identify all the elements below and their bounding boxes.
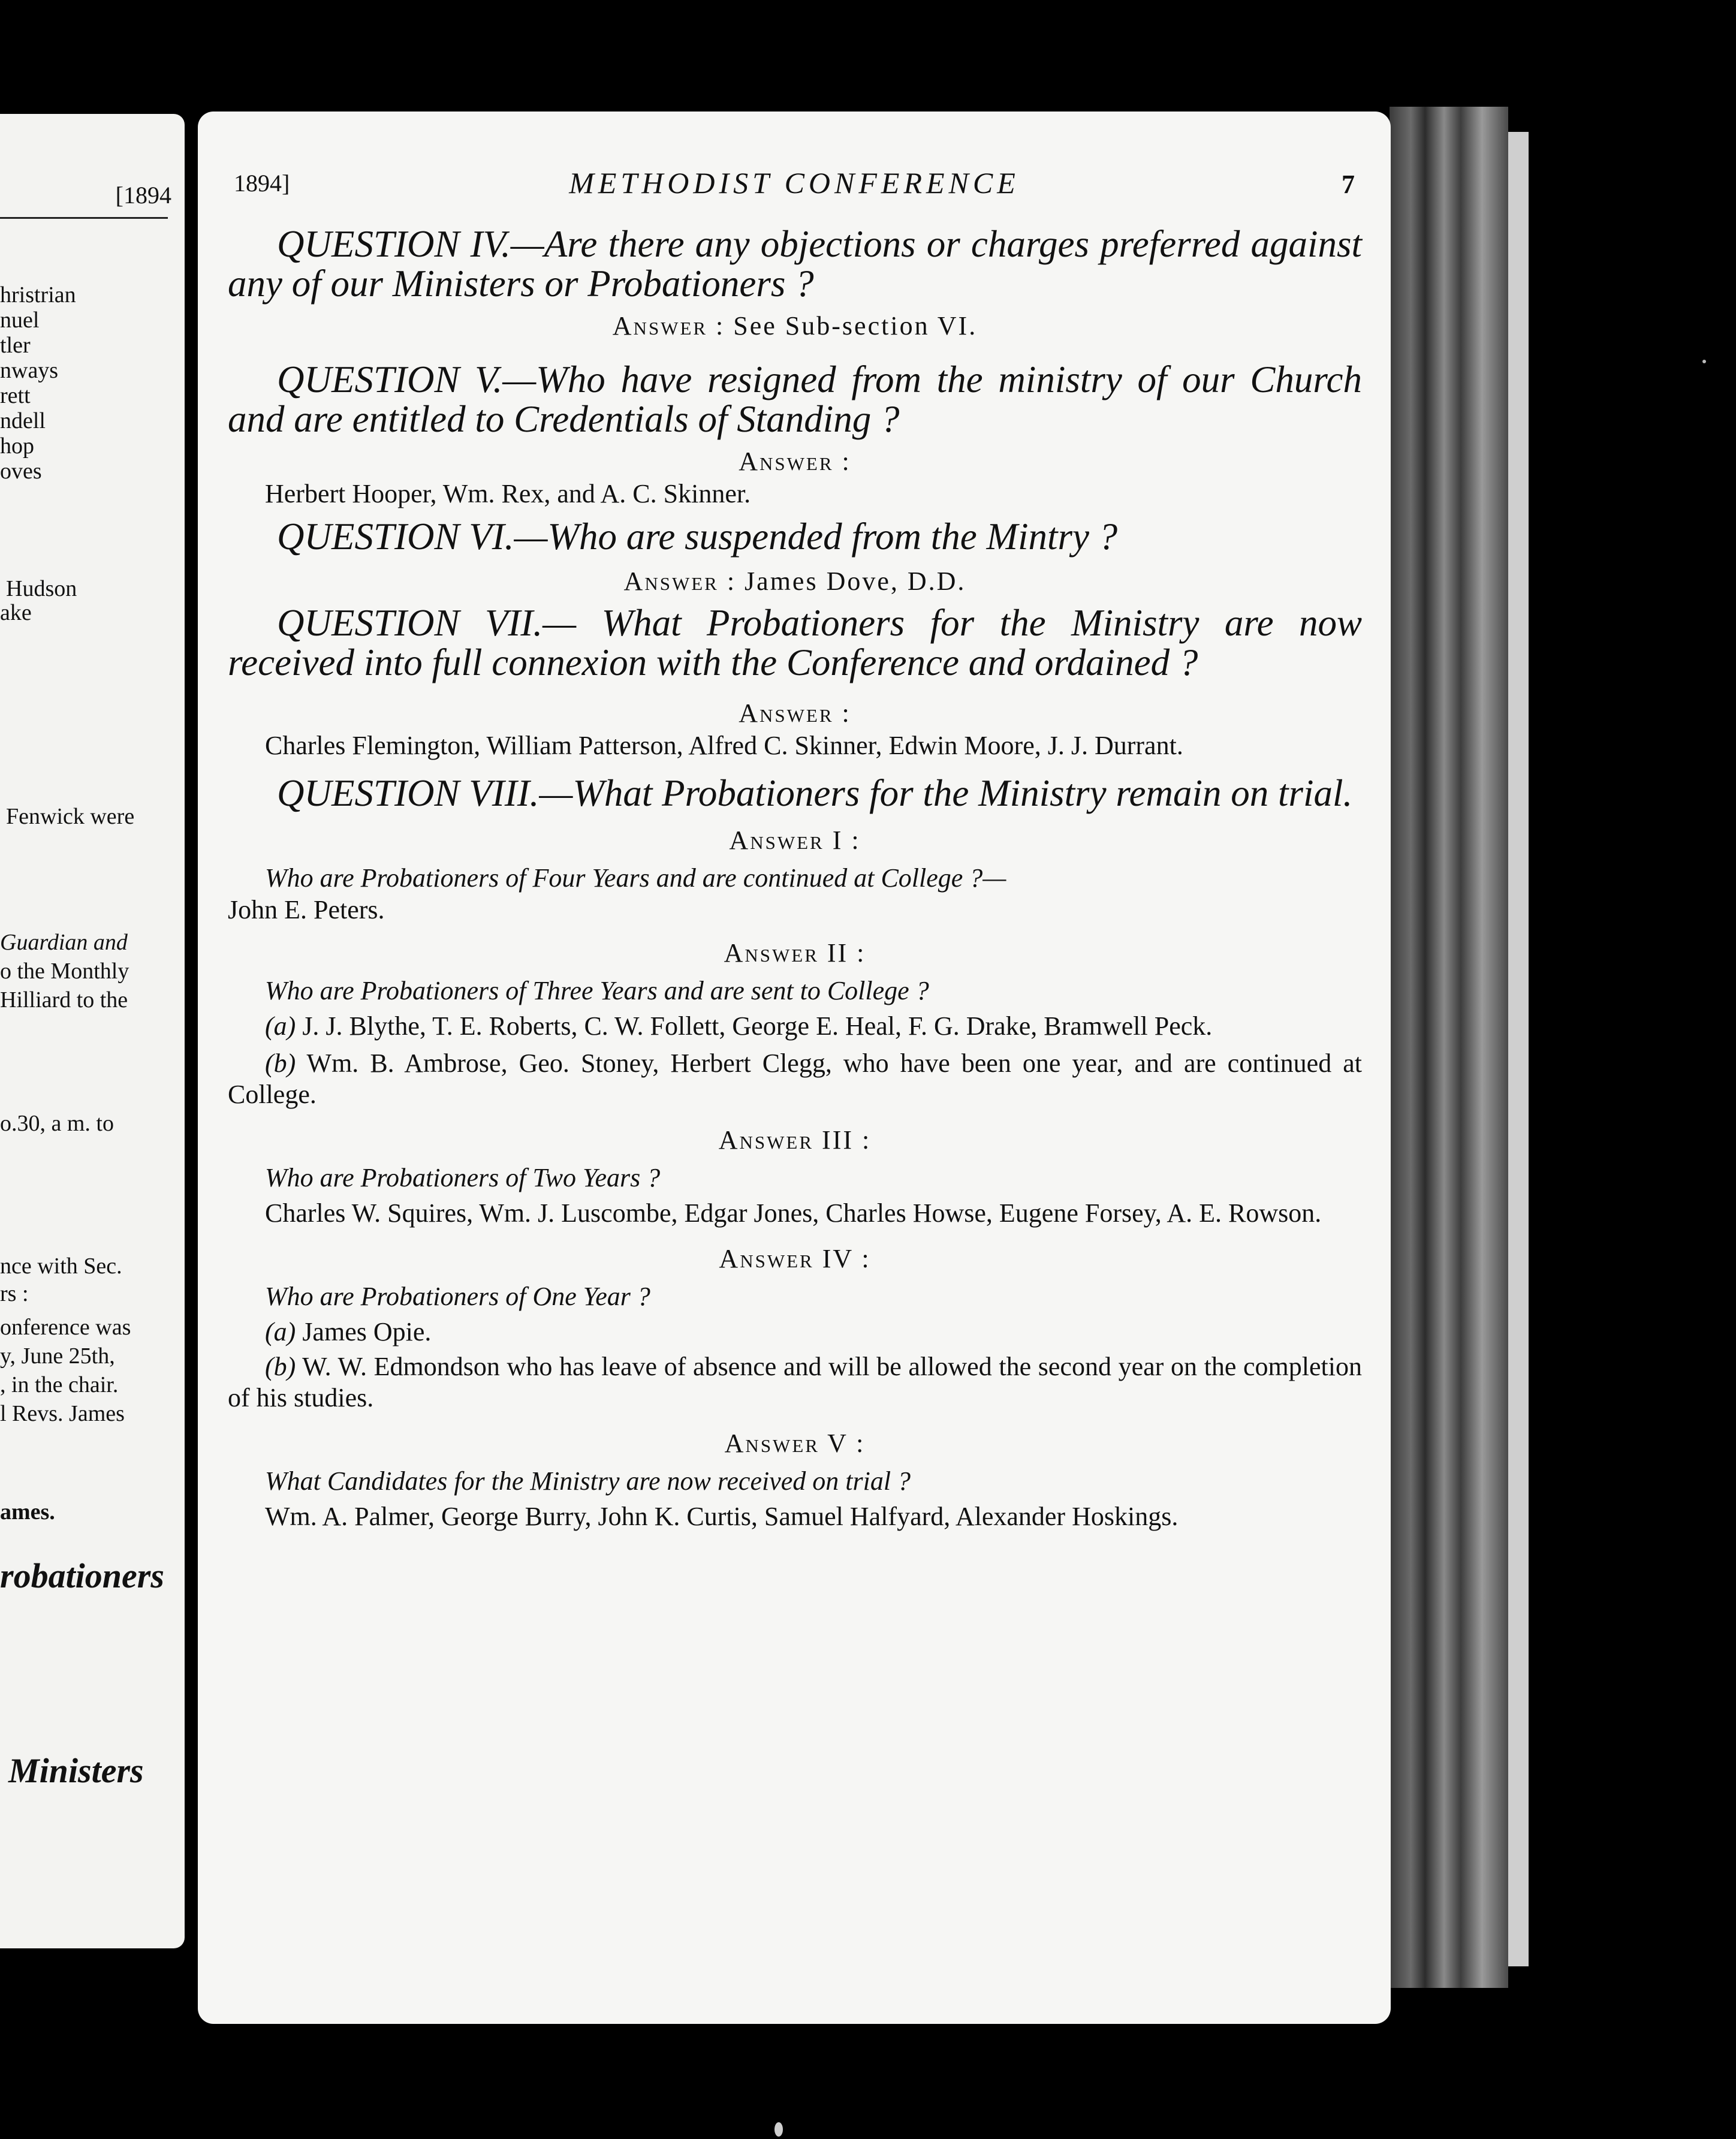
- left-fragment: rs :: [0, 1281, 29, 1306]
- page-header: [234, 165, 1355, 213]
- left-fragment: Fenwick were: [6, 804, 135, 829]
- answer-text: See Sub-section VI.: [733, 311, 978, 341]
- left-page-rule: [0, 217, 168, 219]
- left-fragment: onference was: [0, 1315, 131, 1340]
- question-viii: QUESTION VIII.—What Probationers for the Ministry remain on trial.: [277, 772, 1353, 814]
- answer-ii-a: (a) J. J. Blythe, T. E. Roberts, C. W. Follett, George E. Heal, F. G. Drake, Bramwell Peck.: [265, 1011, 1213, 1041]
- left-fragment: nuel: [0, 308, 40, 333]
- scan-speck: [1702, 360, 1706, 363]
- book-page-edge-light: [1508, 132, 1529, 1966]
- answer-i-label: Answer I :: [729, 826, 861, 855]
- left-fragment: o.30, a m. to: [0, 1111, 114, 1136]
- left-fragment: Ministers: [8, 1751, 144, 1790]
- answer-iv-b: (b) W. W. Edmondson who has leave of absence and will be allowed the second year on the completion of his studies.: [228, 1352, 1362, 1412]
- answer-iii-question: Who are Probationers of Two Years ?: [265, 1163, 661, 1192]
- answer-text: James Dove, D.D.: [745, 567, 966, 596]
- header-year: 1894]: [234, 170, 290, 197]
- answer-vi: [228, 565, 1362, 598]
- left-fragment: ndell: [0, 408, 46, 433]
- answer-label: Answer :: [739, 447, 851, 476]
- scan-speck: [774, 2122, 783, 2137]
- question-vii: QUESTION VII.— What Probationers for the Ministry are now received into full connexion with the Conference and ordained ?: [228, 602, 1362, 683]
- book-page: [198, 112, 1391, 2024]
- answer-label: Answer :: [739, 698, 851, 728]
- answer-v-text: Herbert Hooper, Wm. Rex, and A. C. Skinner.: [265, 479, 751, 508]
- left-fragment: Hilliard to the: [0, 987, 128, 1013]
- left-fragment: hristrian: [0, 282, 76, 308]
- left-fragment: ake: [0, 600, 32, 625]
- answer-vii-text: Charles Flemington, William Patterson, Alfred C. Skinner, Edwin Moore, J. J. Durrant.: [265, 731, 1183, 760]
- left-fragment: , in the chair.: [0, 1372, 119, 1397]
- left-fragment: ames.: [0, 1499, 55, 1525]
- answer-label: Answer :: [623, 567, 737, 596]
- answer-ii-b: (b) Wm. B. Ambrose, Geo. Stoney, Herbert Clegg, who have been one year, and are continued at College.: [228, 1049, 1362, 1109]
- left-fragment: rett: [0, 383, 31, 408]
- answer-iii-text: Charles W. Squires, Wm. J. Luscombe, Edgar Jones, Charles Howse, Eugene Forsey, A. E. Rowson.: [265, 1198, 1322, 1228]
- left-fragment: Hudson: [6, 576, 77, 601]
- answer-iv-label: Answer IV :: [719, 1244, 871, 1273]
- left-page-header: [1894: [115, 182, 171, 209]
- page-body: [228, 224, 1362, 1532]
- answer-i-text: John E. Peters.: [228, 895, 385, 924]
- left-fragment: hop: [0, 433, 34, 459]
- answer-iv-question: Who are Probationers of One Year ?: [265, 1282, 650, 1311]
- answer-v-names: Wm. A. Palmer, George Burry, John K. Curtis, Samuel Halfyard, Alexander Hoskings.: [265, 1502, 1179, 1531]
- previous-page-fragment: [0, 114, 185, 1948]
- left-fragment: y, June 25th,: [0, 1343, 115, 1369]
- left-fragment: nways: [0, 358, 59, 383]
- running-title: METHODIST CONFERENCE: [569, 166, 1020, 200]
- answer-iv-a: (a) James Opie.: [265, 1317, 432, 1346]
- left-fragment: Guardian and: [0, 930, 128, 955]
- page-number: 7: [1342, 170, 1355, 199]
- answer-ii-label: Answer II :: [724, 938, 866, 968]
- question-v: QUESTION V.—Who have resigned from the ministry of our Church and are entitled to Credentials of Standing ?: [228, 358, 1362, 440]
- answer-v-label: Answer V :: [724, 1429, 866, 1458]
- answer-label: Answer :: [612, 311, 725, 341]
- answer-iii-label: Answer III :: [718, 1125, 872, 1155]
- left-fragment: tler: [0, 333, 31, 358]
- question-iv: QUESTION IV.—Are there any objections or charges preferred against any of our Ministers or Probationers ?: [228, 223, 1362, 305]
- answer-ii-question: Who are Probationers of Three Years and are sent to College ?: [265, 976, 929, 1005]
- answer-iv: [228, 309, 1362, 343]
- answer-i-question: Who are Probationers of Four Years and are continued at College ?—: [265, 863, 1006, 893]
- left-fragment: oves: [0, 459, 42, 484]
- left-fragment: o the Monthly: [0, 959, 129, 984]
- question-vi: QUESTION VI.—Who are suspended from the Mintry ?: [277, 516, 1118, 558]
- answer-v-question: What Candidates for the Ministry are now received on trial ?: [265, 1466, 911, 1496]
- left-fragment: l Revs. James: [0, 1401, 125, 1426]
- left-fragment: nce with Sec.: [0, 1254, 122, 1279]
- left-fragment: robationers: [0, 1556, 164, 1595]
- book-page-edges: [1390, 107, 1508, 1988]
